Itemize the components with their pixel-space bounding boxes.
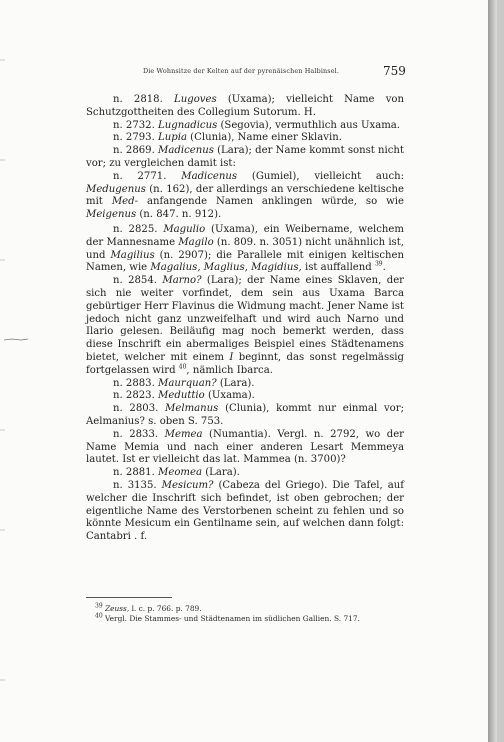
footnote: $^{39}$ Zeuss, l. c. p. 766. p. 789.	[95, 602, 202, 613]
entry-paragraph: n. 2823. Meduttio (Uxama).	[113, 390, 255, 402]
footnote-ref: 39	[374, 261, 383, 268]
entry-paragraph: n. 2833. Memea (Numantia). Vergl. n. 2792, wo der Name Memia und nach einer anderen Lesart Memmeya lautet. Ist er vielleicht das lat. Mammea (n. 3700)?	[86, 428, 404, 466]
footnote: $^{40}$ Vergl. Die Stammes- und Städtenamen im südlichen Gallien. S. 717.	[95, 612, 360, 623]
entry-paragraph: n. 2869. Madicenus (Lara); der Name kommt sonst nicht vor; zu vergleichen damit ist:	[86, 145, 404, 169]
entry-paragraph: n. 2825. Magulio (Uxama), ein Weibername, welchem der Mannesname Magilo (n. 809. n. 3051) nicht unähnlich ist, und Magilius (n. 2907); die Parallele mit einigen keltischen Namen, wie Magalius, Maglius, Magidius, ist auffallend $^{39}$.	[86, 223, 405, 274]
footnote-rule	[86, 597, 172, 598]
footnotes	[86, 604, 404, 623]
footnote-ref: 40	[178, 363, 187, 371]
margin-ticks	[0, 0, 20, 742]
body-text	[86, 94, 404, 544]
page-edge-shadow	[488, 0, 496, 742]
entry-paragraph: n. 3135. Mesicum? (Cabeza del Griego). Die Tafel, auf welcher die Inschrift sich befindet, ist oben gebrochen; der eigentliche Name des Verstorbenen scheint zu fehlen und so könnte Mesicum ein Gentilname sein, auf welchen dann folgt: Cantabri . f.	[86, 479, 404, 543]
entry-paragraph: n. 2818. Lugoves (Uxama); vielleicht Name von Schutzgottheiten des Collegium Sutorum. H.	[86, 94, 404, 118]
entry-paragraph: n. 2854. Marno? (Lara); der Name eines Sklaven, der sich nie weiter vorfindet, dem sein aus Uxama Barca gebürtiger Herr Flavinus die Widmung macht. Jener Name ist jedoch nicht ganz unzweifelhaft und wird auch Narno und Ilario gelesen. Beiläufig mag noch bemerkt werden, dass diese Inschrift ein abermaliges Beispiel eines Städtenamens bietet, welcher mit einem I beginnt, das sonst regelmässig fortgelassen wird $^{40}$, nämlich Ibarca.	[86, 275, 404, 376]
running-head: Die Wohnsitze der Kelten auf der pyrenäischen Halbinsel.	[142, 67, 340, 75]
entry-paragraph: n. 2881. Meomea (Lara).	[113, 467, 240, 479]
entry-paragraph: n. 2732. Lugnadicus (Segovia), vermuthlich aus Uxama.	[113, 119, 401, 131]
entry-paragraph: n. 2883. Maurquan? (Lara).	[113, 377, 255, 389]
entry-paragraph: n. 2803. Melmanus (Clunia), kommt nur einmal vor; Aelmanius? s. oben S. 753.	[86, 403, 404, 427]
page-number: 759	[383, 64, 406, 78]
entry-paragraph: n. 2793. Lupia (Clunia), Name einer Sklavin.	[113, 132, 342, 144]
entry-paragraph: n. 2771. Madicenus (Gumiel), vielleicht auch: Medugenus (n. 162), der allerdings an verschiedene keltische mit Med- anfangende Namen anklingen würde, so wie Meigenus (n. 847. n. 912).	[86, 170, 404, 221]
margin-pencil-mark	[3, 336, 29, 343]
